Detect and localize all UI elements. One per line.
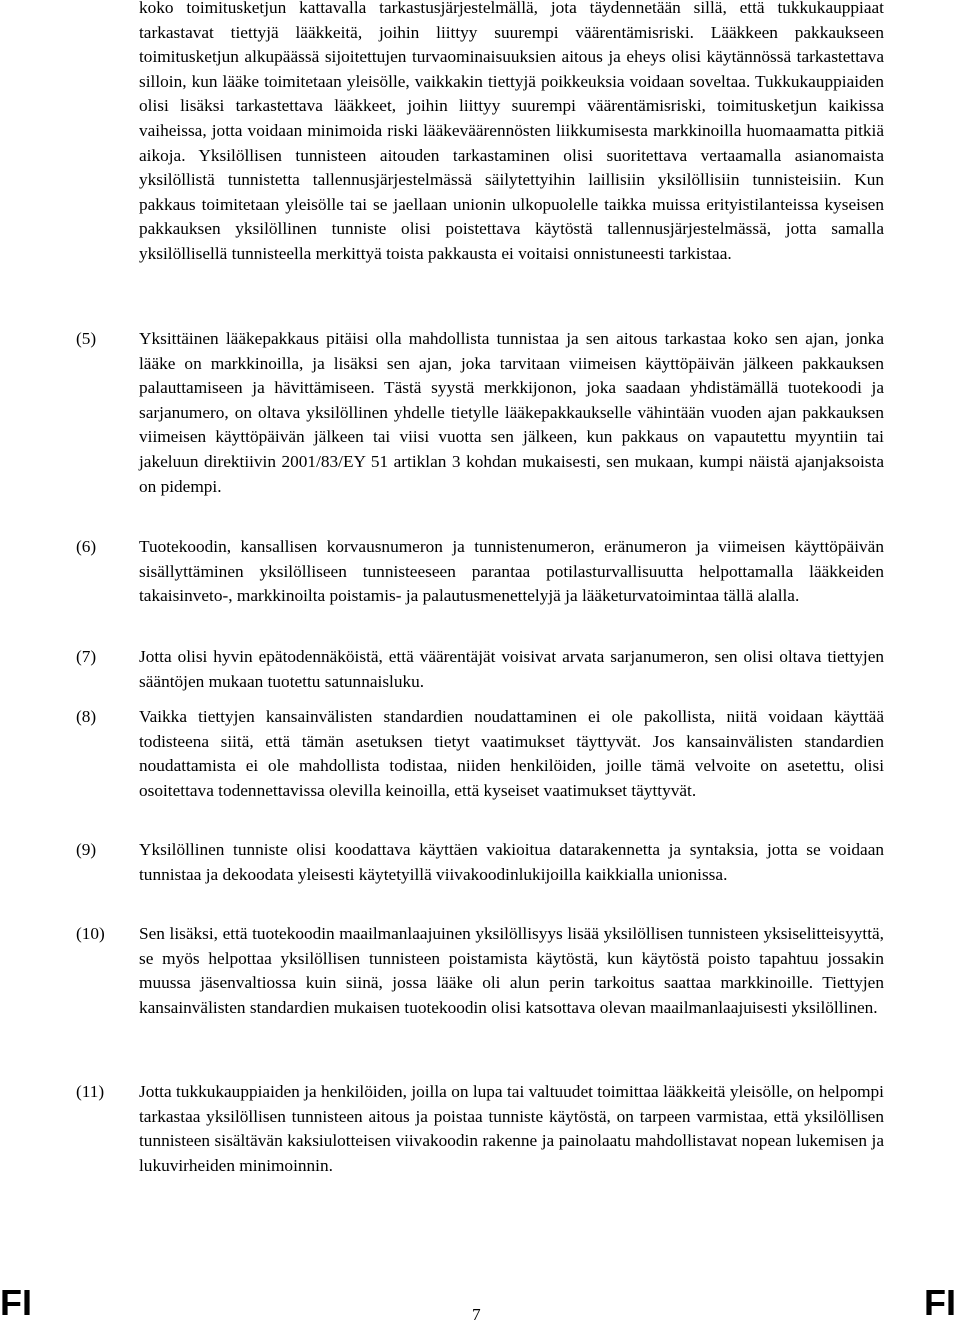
recital-9 [76,838,884,887]
footer-language-label-right: FI [924,1282,956,1323]
recital-text: Yksilöllinen tunniste olisi koodattava käyttäen vakioitua datarakennetta ja syntaksia, jotta se voidaan tunnistaa ja dekoodata yleisesti käytetyillä viivakoodinlukijoilla kaikkialla unionissa. [139,840,884,884]
recital-number: (6) [76,537,97,556]
recital-text: Yksittäinen lääkepakkaus pitäisi olla mahdollista tunnistaa ja sen aitous tarkastaa koko sen ajan, jonka lääke on markkinoilla, ja lisäksi sen ajan, joka tarvitaan viimeisen käyttöpäivän jälkeen pakkauksen palauttamiseen ja hävittämiseen. Tästä syystä merkkijonon, joka saadaan yhdistämällä tuotekoodi ja sarjanumero, on oltava yksilöllinen yhdelle tietylle lääkepakkaukselle vähintään vuoden ajan pakkauksen viimeisen käyttöpäivän jälkeen tai viisi vuotta sen jälkeen, kun pakkaus on vapautettu myyntiin tai jakeluun direktiivin 2001/83/EY 51 artiklan 3 kohdan mukaisesti, sen mukaan, kumpi näistä ajanjaksoista on pidempi. [139,329,884,496]
recital-number: (5) [76,329,97,348]
recital-8 [76,705,884,803]
recital-number: (8) [76,707,97,726]
recital-6 [76,535,884,609]
recital-5 [76,327,884,499]
recital-11 [76,1080,884,1178]
recital-number: (7) [76,647,97,666]
recital-text: Jotta olisi hyvin epätodennäköistä, että väärentäjät voisivat arvata sarjanumeron, sen olisi oltava tiettyjen sääntöjen mukaan tuotettu satunnaisluku. [139,647,884,691]
recital-number: (10) [76,924,105,943]
recital-text: Sen lisäksi, että tuotekoodin maailmanlaajuinen yksilöllisyys lisää yksilöllisen tunnisteen yksiselitteisyyttä, se myös helpottaa yksilöllisen tunnisteen poistamista käytöstä, kun käytöstä poisto tapahtuu jossakin muussa jäsenvaltiossa kuin siinä, jossa lääke oli alun perin tarkoitus saattaa markkinoille. Tiettyjen kansainvälisten standardien mukaisen tuotekoodin olisi katsottava olevan maailmanlaajuisesti yksilöllinen. [139,924,884,1017]
recital-text: Tuotekoodin, kansallisen korvausnumeron ja tunnistenumeron, eränumeron ja viimeisen käyttöpäivän sisällyttäminen yksilölliseen tunnisteeseen parantaa potilasturvallisuutta helpottamalla lääkkeiden takaisinveto-, markkinoilta poistamis- ja palautusmenettelyjä ja lääketurvatoimintaa tällä alalla. [139,537,884,606]
recital-text: Vaikka tiettyjen kansainvälisten standardien noudattaminen ei ole pakollista, niitä voidaan käyttää todisteena siitä, että tämän asetuksen tietyt vaatimukset täyttyvät. Jos kansainvälisten standardien noudattamista ei ole mahdollista todistaa, niiden henkilöiden, joille tämä velvoite on asetettu, olisi osoitettava todennettavissa olevilla keinoilla, että kyseiset vaatimukset täyttyvät. [139,707,884,800]
intro-paragraph: koko toimitusketjun kattavalla tarkastusjärjestelmällä, jota täydennetään sillä, että tukkukauppiaat tarkastavat tiettyjä lääkkeitä, joihin liittyy suurempi väärentämisriski. Lääkkeen pakkaukseen toimitusketjun alkupäässä sijoitettujen turvaominaisuuksien aitous ja eheys olisi käytännössä tarkastettava silloin, kun lääke toimitetaan yleisölle, vaikkakin tiettyjä poikkeuksia voidaan soveltaa. Tukkukauppiaiden olisi lisäksi tarkastettava lääkkeet, joihin liittyy suurempi väärentämisriski, toimitusketjun kaikissa vaiheissa, jotta voidaan minimoida riski lääkeväärennösten liikkumisesta markkinoilla huomaamatta pitkiä aikoja. Yksilöllisen tunnisteen aitouden tarkastaminen olisi suoritettava vertaamalla asianomaista yksilöllistä tunnistetta tallennusjärjestelmässä säilytettyihin laillisiin yksilöllisiin tunnisteisiin. Kun pakkaus toimitetaan yleisölle tai se jaellaan unionin ulkopuolelle taikka muissa erityistilanteissa kyseisen pakkauksen yksilöllinen tunniste olisi poistettava käytöstä tallennusjärjestelmässä, jotta samalla yksilöllisellä tunnisteella merkittyä toista pakkausta ei voitaisi onnistuneesti tarkistaa. [139,0,884,263]
recital-number: (11) [76,1082,105,1101]
recital-7 [76,645,884,694]
footer-language-label-left: FI [0,1282,32,1323]
recital-number: (9) [76,840,97,859]
page-number: 7 [472,1305,481,1324]
recital-10 [76,922,884,1020]
recital-text: Jotta tukkukauppiaiden ja henkilöiden, joilla on lupa tai valtuudet toimittaa lääkkeitä yleisölle, on helpompi tarkastaa yksilöllisen tunnisteen aitous ja poistaa tunniste käytöstä, on tarpeen varmistaa, että yksilöllisen tunnisteen sisältävän kaksiulotteisen viivakoodin rakenne ja painolaatu mahdollistavat nopean lukemisen ja lukuvirheiden minimoinnin. [139,1082,884,1175]
